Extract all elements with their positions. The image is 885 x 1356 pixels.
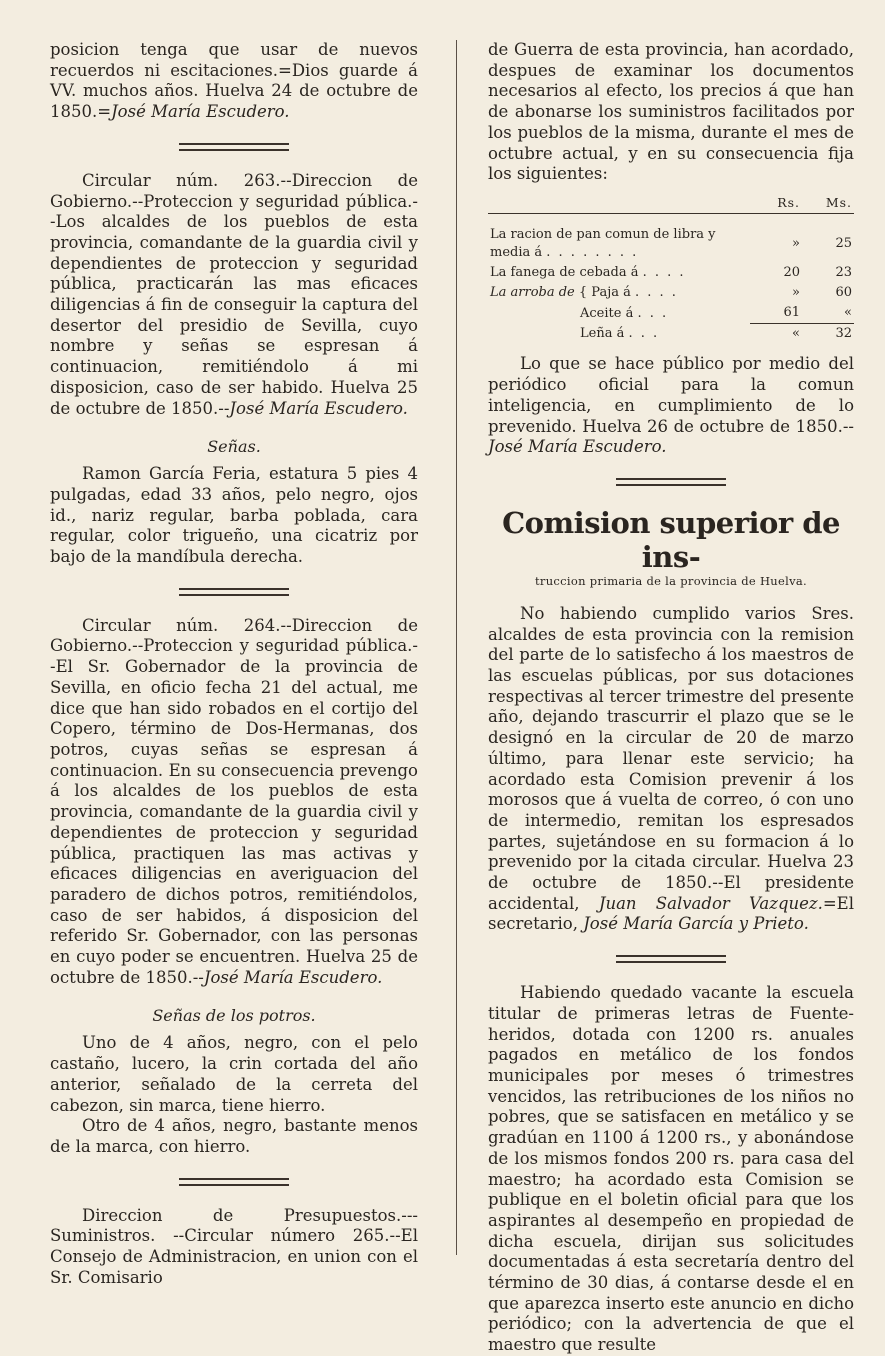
paragraph-continuation: de Guerra de esta provincia, han acordado, despues de examinar los documentos necesarios al efecto, los precios á que han de abonarse los suministros facilitados por los pueblos de la misma, durante el mes de octubre actual, y en su consecuencia fija los siguientes: bbox=[488, 40, 854, 184]
leader-dots: . . . . bbox=[642, 265, 686, 281]
section-separator bbox=[179, 588, 289, 596]
paragraph-text: =El secretario, bbox=[488, 893, 855, 934]
potro-description-1: Uno de 4 años, negro, con el pelo castaño, lucero, la crin cortada del año anterior, señalado de la cerreta del cabezon, sin marca, tiene hierro. bbox=[50, 1033, 418, 1115]
paragraph-text: Circular núm. 263.--Direccion de Gobierno.--Proteccion y seguridad pública.--Los alcaldes de los pueblos de esta provincia, comandante de la guardia civil y dependientes de proteccion y seguridad pública, practicarán las mas eficaces diligencias á fin de conseguir la captura del desertor del presidio de Sevilla, cuyo nombre y señas se espresan á continuacion, remitiéndolo á mi disposicion, caso de ser habido. Huelva 25 de octubre de 1850.-- bbox=[50, 170, 418, 418]
price-row bbox=[488, 225, 854, 263]
leader-dots: . . . bbox=[628, 326, 660, 342]
price-rs: » bbox=[792, 236, 800, 252]
circular-265: Direccion de Presupuestos.---Suministros. --Circular número 265.--El Consejo de Administracion, en union con el Sr. Comisario bbox=[50, 1205, 418, 1287]
section-separator bbox=[616, 955, 726, 963]
senas-description: Ramon García Feria, estatura 5 pies 4 pulgadas, edad 33 años, pelo negro, ojos id., nariz regular, barba poblada, cara regular, color trigueño, una cicatriz por bajo de la mandíbula derecha. bbox=[50, 464, 418, 567]
price-ms: 23 bbox=[835, 265, 852, 281]
signature: Juan Salvador Vazquez. bbox=[598, 893, 823, 913]
signature: José María Escudero. bbox=[488, 437, 667, 457]
section-separator bbox=[616, 478, 726, 486]
leader-dots: . . . . bbox=[635, 285, 678, 301]
price-row bbox=[488, 263, 854, 283]
price-ms: « bbox=[844, 305, 852, 321]
circular-264 bbox=[50, 616, 418, 989]
potros-heading: Señas de los potros. bbox=[152, 1006, 316, 1026]
signature: José María García y Prieto. bbox=[583, 914, 809, 934]
column-divider bbox=[456, 40, 457, 1255]
leader-dots: . . . . . . . . bbox=[546, 245, 639, 261]
price-row bbox=[488, 303, 854, 324]
potro-description-2: Otro de 4 años, negro, bastante menos de la marca, con hierro. bbox=[50, 1116, 418, 1156]
item-label: Leña á bbox=[580, 326, 625, 342]
price-rs: 20 bbox=[783, 265, 800, 281]
paragraph-text: posicion tenga que usar de nuevos recuerdos ni escitaciones.=Dios guarde á VV. muchos años. Huelva 24 de octubre de 1850.= bbox=[50, 40, 418, 122]
price-ms: 60 bbox=[835, 285, 852, 301]
item-label: Paja á bbox=[591, 285, 631, 301]
signature: José María Escudero. bbox=[111, 102, 290, 122]
paragraph-text: No habiendo cumplido varios Sres. alcaldes de esta provincia con la remision del parte de lo satisfecho á los maestros de las escuelas públicas, por sus dotaciones respectivas al tercer trimestre del presente año, dejando trascurrir el plazo que se le designó en la circular de 20 de marzo último, para llenar este servicio; ha acordado esta Comision prevenir á los morosos que á vuelta de correo, ó con uno de intermedio, remitan los espresados partes, sujetándose en su formacion á lo prevenido por la citada circular. Huelva 23 de octubre de 1850.--El presidente accidental, bbox=[488, 603, 854, 913]
item-label: La fanega de cebada á bbox=[490, 265, 639, 281]
column-header-ms: Ms. bbox=[802, 193, 854, 214]
column-header-rs: Rs. bbox=[750, 193, 802, 214]
left-column bbox=[50, 40, 418, 1288]
comision-notice bbox=[488, 604, 854, 935]
section-title: Comision superior de ins- bbox=[502, 505, 840, 574]
section-subtitle: truccion primaria de la provincia de Huelva. bbox=[534, 573, 807, 588]
price-rs: » bbox=[792, 285, 800, 301]
price-rs: « bbox=[750, 324, 802, 345]
leader-dots: . . . bbox=[637, 305, 669, 321]
paragraph-text: Circular núm. 264.--Direccion de Gobierno.--Proteccion y seguridad pública.--El Sr. Gobernador de la provincia de Sevilla, en oficio fecha 21 del actual, me dice que han sido robados en el cortijo del Copero, término de Dos-Hermanas, dos potros, cuyas señas se espresan á continuacion. En su consecuencia prevengo á los alcaldes de los pueblos de esta provincia, comandante de la guardia civil y dependientes de proteccion y seguridad pública, practiquen las mas activas y eficaces diligencias en averiguacion del paradero de dichos potros, remitiéndolos, caso de ser habidos, á disposicion del referido Sr. Gobernador, con las personas en cuyo poder se encuentren. Huelva 25 de octubre de 1850.-- bbox=[50, 615, 418, 987]
paragraph-text: Lo que se hace público por medio del periódico oficial para la comun inteligencia, en cumplimiento de lo prevenido. Huelva 26 de octubre de 1850.-- bbox=[488, 354, 854, 436]
price-table-header bbox=[488, 193, 854, 214]
price-ms: 25 bbox=[835, 236, 852, 252]
right-column bbox=[488, 40, 854, 1356]
price-rs: 61 bbox=[783, 305, 800, 321]
price-ms: 32 bbox=[802, 324, 854, 345]
price-table bbox=[488, 193, 854, 345]
price-row bbox=[488, 324, 854, 345]
escuela-notice: Habiendo quedado vacante la escuela titular de primeras letras de Fuente-heridos, dotada con 1200 rs. anuales pagados en metálico de los fondos municipales por meses ó trimestres vencidos, las retribuciones de los niños no pobres, que se satisfacen en metálico y se gradúan en 1100 á 1200 rs., y abonándose de los mismos fondos 200 rs. para casa del maestro; ha acordado esta Comision se publique en el boletin oficial para que los aspirantes al desempeño en propiedad de dicha escuela, dirijan sus solicitudes documentadas á esta secretaría dentro del término de 30 dias, á contarse desde el en que aparezca inserto este anuncio en dicho periódico; con la advertencia de que el maestro que resulte bbox=[488, 983, 854, 1355]
item-label: Aceite á bbox=[580, 305, 634, 321]
public-notice bbox=[488, 354, 854, 458]
signature: José María Escudero. bbox=[229, 398, 408, 418]
section-separator bbox=[179, 143, 289, 151]
signature: José María Escudero. bbox=[203, 967, 383, 987]
circular-263 bbox=[50, 171, 418, 419]
section-separator bbox=[179, 1178, 289, 1186]
price-row: La arroba de { Paja á . . . . » 60 bbox=[488, 283, 854, 303]
item-label: La racion de pan comun de libra y media á bbox=[490, 227, 716, 261]
paragraph-continuation bbox=[50, 40, 418, 123]
senas-heading: Señas. bbox=[207, 437, 261, 457]
group-label: La arroba de bbox=[490, 285, 575, 301]
